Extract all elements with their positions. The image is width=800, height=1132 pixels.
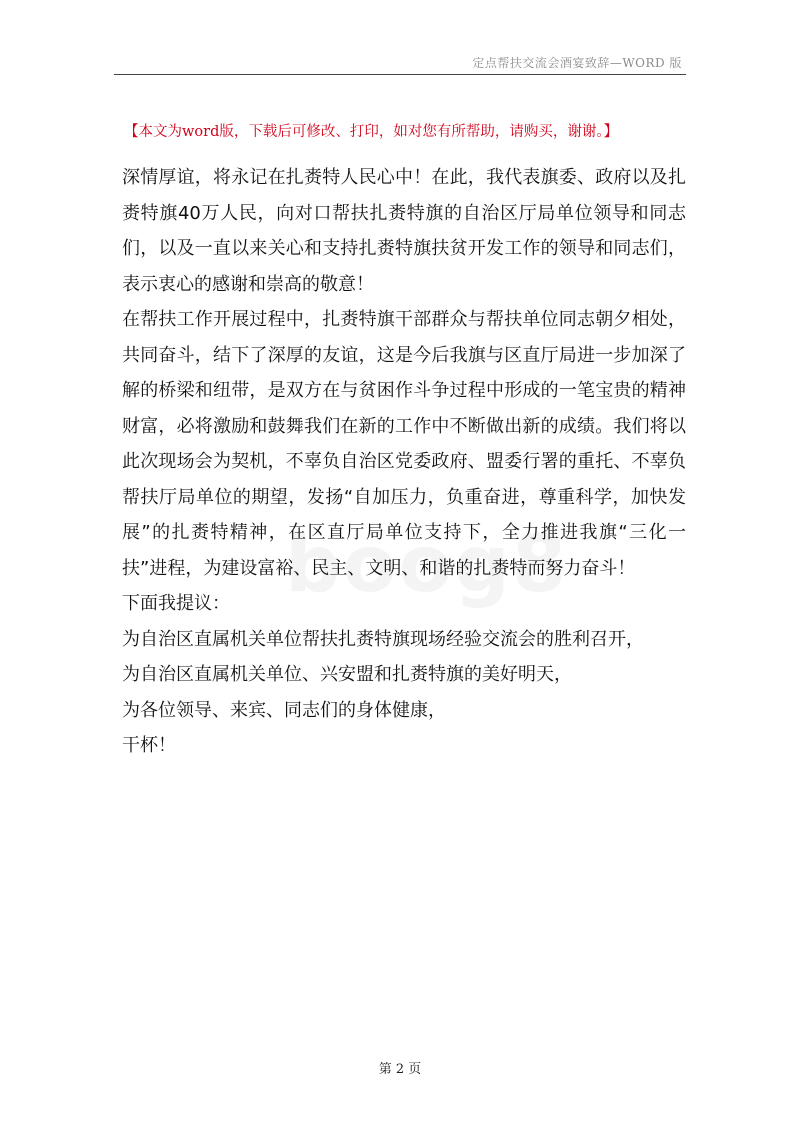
paragraph-thanks: 深情厚谊，将永记在扎赉特人民心中！在此，我代表旗委、政府以及扎赉特旗40万人民，向对口帮扶扎赉特旗的自治区厅局单位领导和同志们，以及一直以来关心和支持扎赉特旗扶贫开发工作的领导和同志们，表示衷心的感谢和崇高的敬意！ [122, 167, 686, 295]
toast-cheers: 干杯！ [122, 735, 176, 756]
paragraph-friendship: 在帮扶工作开展过程中，扎赉特旗干部群众与帮扶单位同志朝夕相处，共同奋斗，结下了深厚的友谊，这是今后我旗与区直厅局进一步加深了解的桥梁和纽带，是双方在与贫困作斗争过程中形成的一笔宝贵的精神财富，必将激励和鼓舞我们在新的工作中不断做出新的成绩。我们将以此次现场会为契机，不辜负自治区党委政府、盟委行署的重托、不辜负帮扶厅局单位的期望，发扬“自加压力，负重奋进，尊重科学，加快发展”的扎赉特精神，在区直厅局单位支持下，全力推进我旗“三化一扶”进程，为建设富裕、民主、文明、和谐的扎赉特而努力奋斗！ [122, 309, 686, 579]
toast-line: 为自治区直属机关单位、兴安盟和扎赉特旗的美好明天， [122, 664, 572, 685]
toast-line: 为自治区直属机关单位帮扶扎赉特旗现场经验交流会的胜利召开， [122, 628, 644, 650]
paragraph-proposal: 下面我提议： [122, 593, 230, 614]
document-body [122, 160, 686, 764]
toast-line: 为各位领导、来宾、同志们的身体健康， [122, 699, 446, 721]
download-notice: 【本文为word版，下载后可修改、打印，如对您有所帮助，请购买，谢谢。】 [124, 124, 619, 140]
page-number: 第 2 页 [378, 1062, 422, 1077]
header-title: 定点帮扶交流会酒宴致辞—WORD 版 [472, 56, 682, 70]
header-divider [114, 74, 686, 75]
